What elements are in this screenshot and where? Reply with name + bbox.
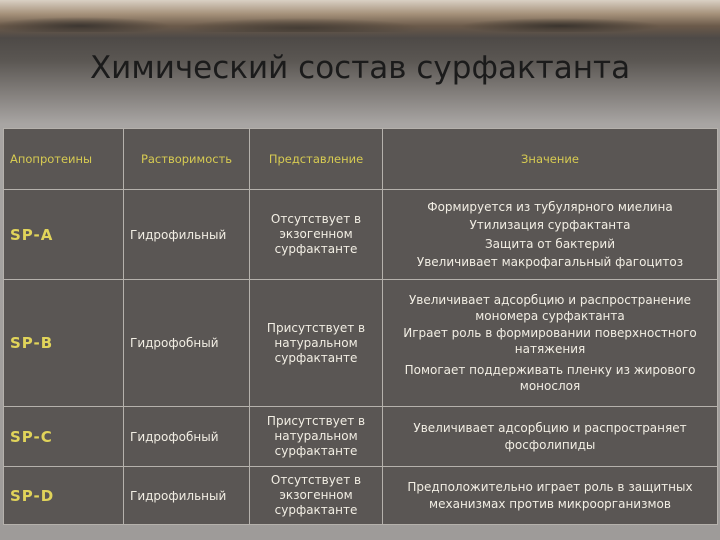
protein-name: SP-A [4, 190, 124, 280]
meaning-value: Формируется из тубулярного миелина Утилизация сурфактанта Защита от бактерий Увеличивает макрофагальный фагоцитоз [383, 190, 718, 280]
solubility-value: Гидрофобный [124, 407, 250, 467]
protein-name: SP-B [4, 280, 124, 407]
header-apoproteins: Апопротеины [4, 129, 124, 190]
table-row-sp-a [4, 190, 718, 280]
surfactant-composition-table [3, 128, 718, 525]
representation-value: Присутствует в натуральном сурфактанте [250, 280, 383, 407]
representation-value: Отсутствует в экзогенном сурфактанте [250, 467, 383, 525]
meaning-value: Увеличивает адсорбцию и распространение мономера сурфактанта Играет роль в формировании поверхностного натяжения Помогает поддерживать пленку из жирового монослоя [383, 280, 718, 407]
solubility-value: Гидрофильный [124, 467, 250, 525]
protein-name: SP-D [4, 467, 124, 525]
solubility-value: Гидрофильный [124, 190, 250, 280]
meaning-value: Увеличивает адсорбцию и распространяет фосфолипиды [383, 407, 718, 467]
table-row-sp-d [4, 467, 718, 525]
representation-value: Отсутствует в экзогенном сурфактанте [250, 190, 383, 280]
table-row-sp-b [4, 280, 718, 407]
header-solubility: Растворимость [124, 129, 250, 190]
meaning-value: Предположительно играет роль в защитных механизмах против микроорганизмов [383, 467, 718, 525]
table-header-row [4, 129, 718, 190]
header-meaning: Значение [383, 129, 718, 190]
solubility-value: Гидрофобный [124, 280, 250, 407]
slide-title: Химический состав сурфактанта [89, 50, 631, 86]
background-horizon [0, 6, 720, 32]
table-row-sp-c [4, 407, 718, 467]
representation-value: Присутствует в натуральном сурфактанте [250, 407, 383, 467]
protein-name: SP-C [4, 407, 124, 467]
header-representation: Представление [250, 129, 383, 190]
